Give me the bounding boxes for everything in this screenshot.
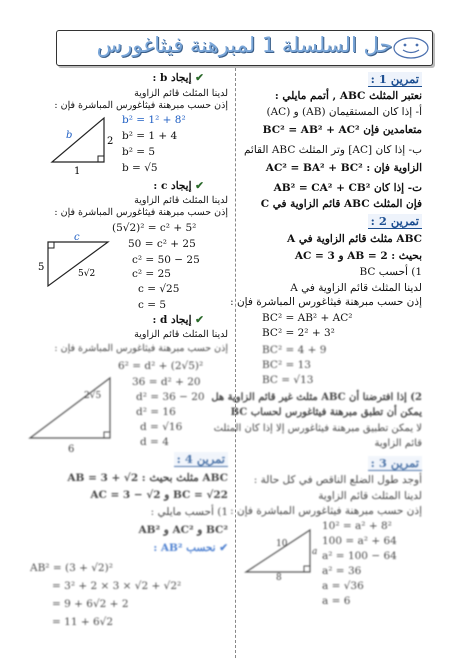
exercise-2-eq4: BC² = 13 [262, 359, 311, 371]
triangle-c-hyp: 5√2 [78, 269, 96, 279]
exercise-2-eq3: BC² = 4 + 9 [262, 344, 327, 356]
find-c-eq2: 50 = c² + 25 [128, 238, 196, 250]
exercise-1-heading: تمرين 1 : [368, 72, 422, 87]
find-d-eq6: d = 4 [140, 436, 169, 448]
exercise-3-eq5: a = √36 [322, 580, 364, 592]
find-d-eq3: d² = 36 − 20 [136, 391, 205, 403]
exercise-4-eq3: = 9 + 6√2 + 2 [52, 598, 129, 610]
triangle-c [28, 230, 114, 296]
triangle-d-side: 2√5 [84, 391, 102, 401]
triangle-c-side5: 5 [38, 262, 45, 273]
find-d-eq2: 36 = d² + 20 [132, 376, 201, 388]
exercise-2-q2-line3: لا يمكن تطبيق مبرهنة فيثاغورس إلا إذا كان المثلث [213, 423, 422, 434]
find-d-eq1: 6² = d² + (2√5)² [118, 360, 204, 372]
find-b-s1: لدينا المثلث قائم الزاوية [134, 88, 228, 99]
exercise-2-q2-line1: 2) إذا افترضنا أن ABC مثلث غير قائم الزاوية هل [211, 392, 422, 403]
exercise-1-b-line1: ب- إذا كان [AC] وتر المثلث ABC القائم [243, 144, 422, 156]
find-c-eq4: c² = 25 [132, 268, 171, 280]
triangle-b-side1: 1 [74, 166, 81, 176]
exercise-3-hyp-label: 10 [276, 539, 288, 549]
exercise-1-a-line1: أ- إذا كان المستقيمان (AB) و (AC) [266, 106, 422, 118]
smiley-icon [392, 36, 430, 60]
exercise-4-eq1: AB² = (3 + √2)² [30, 562, 113, 574]
exercise-2-eq2: BC² = 2² + 3² [262, 327, 335, 339]
exercise-4-q1: 1) أحسب مايلي : [150, 506, 228, 518]
triangle-b [40, 110, 120, 176]
exercise-4-given: BC = √22 و AC = 3 − √2 [90, 489, 228, 501]
exercise-4-eq4: = 11 + 6√2 [52, 616, 114, 628]
exercise-3-eq1: 10² = a² + 8² [322, 520, 392, 532]
exercise-1-c-line1: ت- إذا كان AB² = CA² + CB² [273, 182, 422, 194]
column-divider [235, 68, 237, 658]
find-d-s1: لدينا المثلث قائم الزاوية [134, 329, 228, 340]
exercise-4-intro: ABC مثلث بحيث : AB = 3 + √2 [67, 472, 228, 484]
find-b-eq2: b² = 1 + 4 [122, 130, 178, 142]
triangle-c-label: c [74, 232, 80, 243]
find-b-eq1: b² = 1² + 8² [122, 114, 186, 126]
exercise-1-a-line2: متعامدين فإن BC² = AB² + AC² [262, 124, 422, 136]
find-c-s1: لدينا المثلث قائم الزاوية [134, 195, 228, 206]
exercise-2-q2-line2: يمكن أن تطبق مبرهنة فيثاغورس لحساب BC [230, 407, 422, 418]
exercise-3-eq2: 100 = a² + 64 [322, 535, 397, 547]
find-b-s2: إذن حسب مبرهنة فيثاغورس المباشرة فإن : [54, 100, 228, 111]
find-d-eq5: d = √16 [140, 421, 183, 433]
find-d-s2: إذن حسب مبرهنة فيثاغورس المباشرة فإن : [54, 343, 228, 354]
exercise-1-intro: نعتبر المثلث ABC , أتمم مايلي : [274, 90, 422, 102]
triangle-d-base: 6 [68, 444, 75, 455]
triangle-d [24, 368, 120, 458]
exercise-4-eq2: = 3² + 2 × 3 × √2 + √2² [52, 580, 182, 592]
exercise-1-c-line2: فإن المثلث ABC قائم الزاوية في C [260, 198, 422, 210]
find-b-eq4: b = √5 [122, 162, 158, 174]
exercise-3-side-label: 8 [276, 573, 282, 580]
find-c-eq1: (5√2)² = c² + 5² [112, 222, 197, 234]
find-b-eq3: b² = 5 [122, 146, 156, 158]
exercise-4-calc: ✔ نحسب AB² : [153, 542, 228, 554]
exercise-2-q1: 1) أحسب BC [359, 266, 422, 278]
find-c-heading: ✔ إيجاد c : [153, 180, 204, 192]
exercise-2-q2-line4: قائم الزاوية [374, 438, 422, 449]
find-d-eq4: d² = 16 [136, 406, 176, 418]
find-c-s2: إذن حسب مبرهنة فيثاغورس المباشرة فإن : [54, 207, 228, 218]
exercise-1-b-line2: الزاوية فإن : AC² = BA² + BC² [265, 162, 422, 174]
exercise-2-heading: تمرين 2 : [368, 214, 422, 229]
find-d-heading: ✔ إيجاد d : [152, 314, 204, 326]
find-c-eq6: c = 5 [138, 299, 167, 311]
triangle-b-side2: 2 [107, 136, 114, 147]
exercise-3-eq6: a = 6 [322, 595, 351, 607]
exercise-3-intro: أوجد طول الضلع الناقص في كل حالة : [253, 474, 422, 486]
find-c-eq5: c = √25 [138, 283, 180, 295]
exercise-2-eq1: BC² = AB² + AC² [262, 312, 353, 324]
exercise-3-s1: لدينا المثلث قائم الزاوية [318, 490, 422, 502]
exercise-3-eq4: a² = 36 [322, 565, 362, 577]
exercise-2-eq5: BC = √13 [262, 374, 314, 386]
exercise-2-s1: لدينا المثلث قائم الزاوية في A [290, 282, 422, 294]
exercise-3-s2: إذن حسب مبرهنة فيثاغورس المباشرة فإن : [230, 505, 422, 517]
exercise-3-triangle [240, 520, 320, 580]
title-banner [56, 30, 433, 66]
exercise-3-eq3: a² = 100 − 64 [322, 550, 397, 562]
exercise-3-a-label: a [312, 547, 318, 557]
page-title: حل السلسلة 1 لمبرهنة فيثاغورس [96, 33, 393, 57]
exercise-4-heading: تمرين 4 : [174, 452, 228, 467]
triangle-b-hyp: b [66, 130, 73, 141]
exercise-4-list: BC² و AC² و AB² [138, 524, 228, 536]
exercise-3-heading: تمرين 3 : [368, 456, 422, 471]
find-c-eq3: c² = 50 − 25 [132, 254, 200, 266]
find-b-heading: ✔ إيجاد b : [152, 72, 204, 84]
exercise-2-given: بحيث : AB = 2 و AC = 3 [294, 250, 422, 262]
exercise-2-intro: ABC مثلث قائم الزاوية في A [287, 233, 422, 245]
exercise-2-s2: إذن حسب مبرهنة فيثاغورس المباشرة فإن : [230, 296, 422, 308]
